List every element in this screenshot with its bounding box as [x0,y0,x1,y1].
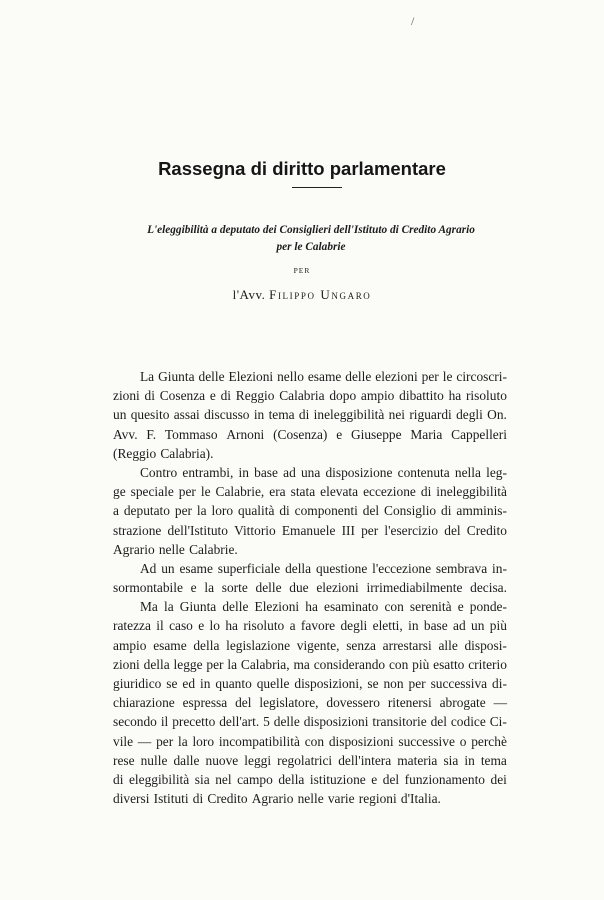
author-prefix: l'Avv. [232,287,266,302]
text-line: Avv. F. Tommaso Arnoni (Cosenza) e Giuseppe Maria Cappelleri [113,426,507,442]
text-line: Agrario nelle Calabrie. [113,541,238,557]
text-line: a deputato per la loro qualità di componenti del Consiglio di amminis- [113,503,507,519]
article-subtitle [120,222,502,256]
page-mark: / [411,14,415,28]
text-line: vile — per la loro incompatibilità con disposizioni successive o perchè [113,733,507,749]
text-line: un quesito assai discusso in tema di ineleggibilità nei riguardi degli On. [113,407,507,423]
text-line: sormontabile e la sorte delle due elezioni irrimediabilmente decisa. [113,580,507,596]
text-line: rese nulle dalle nuove leggi regolatrici dell'intera materia sia in tema [113,752,507,768]
text-line: La Giunta delle Elezioni nello esame delle elezioni per le circoscri- [140,369,507,384]
text-line: ge speciale per le Calabrie, era stata elevata eccezione di ineleggibilità [113,484,507,500]
byline-per: PER [293,266,311,275]
author-name: Filippo Ungaro [269,287,372,302]
subtitle-line-2: per le Calabrie [276,241,346,253]
text-line: (Reggio Calabria). [113,445,214,461]
text-line: diversi Istituti di Credito Agrario nelle varie regioni d'Italia. [113,791,441,807]
text-line: zioni di Cosenza e di Reggio Calabria dopo ampio dibattito ha risoluto [113,388,507,404]
subtitle-line-1: L'eleggibilità a deputato dei Consiglieri dell'Istituto di Credito Agrario [147,224,475,236]
text-line: secondo il precetto dell'art. 5 delle disposizioni transitorie del codice Ci- [113,714,507,730]
text-line: ratezza il caso e lo ha risoluto a favore degli eletti, in base ad un più [113,618,507,634]
text-line: ampio esame della legislazione vigente, senza arrestarsi alle disposi- [113,637,507,653]
title-rule [292,187,342,188]
text-line: di eleggibilità sia nel campo della istituzione e del funzionamento dei [113,771,507,787]
author-byline [0,287,604,303]
text-line: giuridico se ed in quanto quelle disposizioni, se non per successiva di- [113,676,507,691]
text-line: Ma la Giunta delle Elezioni ha esaminato con serenità e ponde- [140,599,507,615]
text-line: Contro entrambi, in base ad una disposizione contenuta nella leg- [140,464,507,480]
text-line: Ad un esame superficiale della questione l'eccezione sembrava in- [140,560,507,576]
text-line: strazione dell'Istituto Vittorio Emanuele III per l'esercizio del Credito [113,522,507,538]
text-line: chiarazione espressa del legislatore, dovessero ritenersi abrogate — [113,695,507,711]
text-line: zioni della legge per la Calabria, ma considerando con più esatto criterio [113,656,507,672]
article-body [113,367,507,808]
article-title: Rassegna di diritto parlamentare [158,158,446,179]
